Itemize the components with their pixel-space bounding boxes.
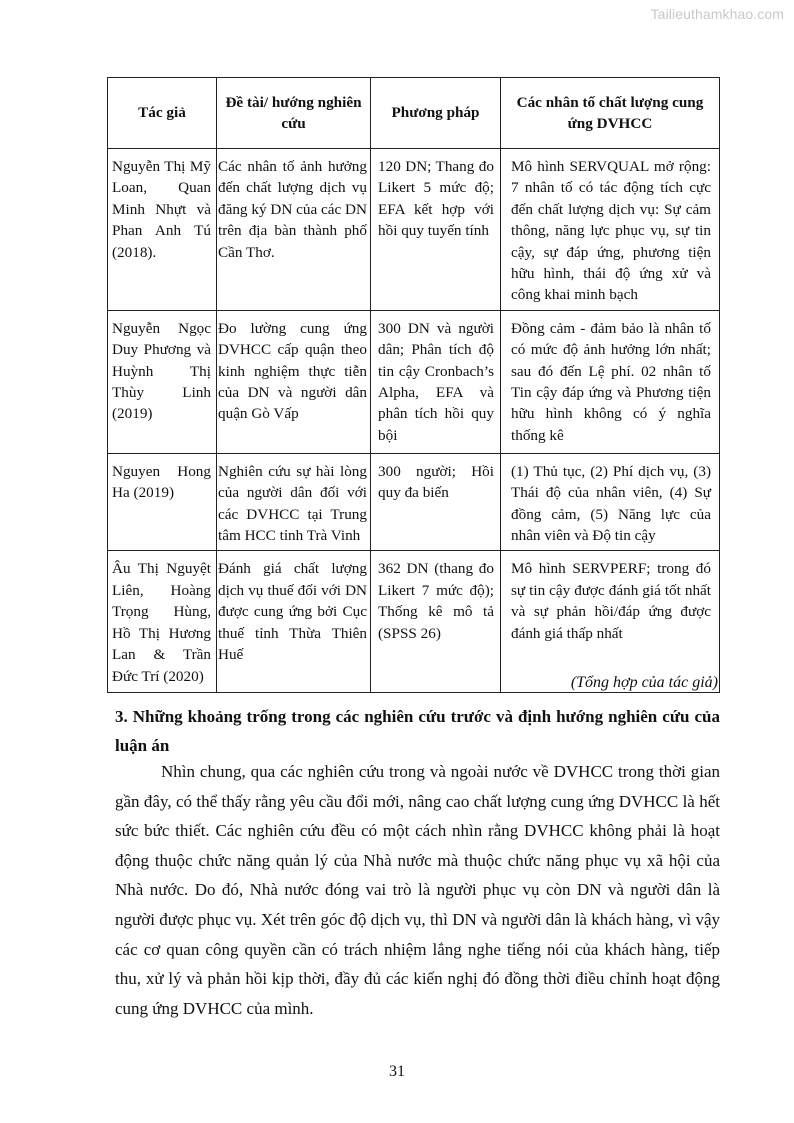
cell-method: 120 DN; Thang đo Likert 5 mức độ; EFA kết hợp với hồi quy tuyến tính: [371, 149, 501, 311]
table-header-row: [108, 78, 720, 149]
cell-topic: Nghiên cứu sự hài lòng của người dân đối với các DVHCC tại Trung tâm HCC tỉnh Trà Vinh: [217, 453, 371, 551]
cell-factors: Đồng cảm - đảm bảo là nhân tố có mức độ ảnh hưởng lớn nhất; sau đó đến Lệ phí. 02 nhân tố Tin cậy đáp ứng và Phương tiện hữu hình không có ý nghĩa thống kê: [501, 310, 720, 453]
header-topic: Đề tài/ hướng nghiên cứu: [217, 78, 371, 149]
cell-factors: (1) Thủ tục, (2) Phí dịch vụ, (3) Thái độ của nhân viên, (4) Sự đồng cảm, (5) Năng lực của nhân viên và Độ tin cậy: [501, 453, 720, 551]
page-number: 31: [389, 1063, 405, 1080]
header-author: Tác giả: [108, 78, 217, 149]
body-paragraph: Nhìn chung, qua các nghiên cứu trong và ngoài nước về DVHCC trong thời gian gần đây, có thể thấy rằng yêu cầu đổi mới, nâng cao chất lượng cung ứng DVHCC là hết sức bức thiết. Các nghiên cứu đều có một cách nhìn rằng DVHCC không phải là hoạt động thuộc chức năng quản lý của Nhà nước mà thuộc chức năng phục vụ xã hội của Nhà nước. Do đó, Nhà nước đóng vai trò là người phục vụ còn DN và người dân là người được phục vụ. Xét trên góc độ dịch vụ, thì DN và người dân là khách hàng, vì vậy các cơ quan công quyền cần có trách nhiệm lắng nghe tiếng nói của khách hàng, tiếp thu, xử lý và phản hồi kịp thời, đầy đủ các kiến nghị đó đồng thời điều chỉnh hoạt động cung ứng DVHCC của mình.: [115, 762, 720, 1018]
table-row: [108, 551, 720, 693]
cell-factors: Mô hình SERVPERF; trong đó sự tin cậy được đánh giá tốt nhất và sự phản hồi/đáp ứng được đánh giá thấp nhất: [501, 551, 720, 693]
watermark: Tailieuthamkhao.com: [650, 6, 784, 22]
cell-author: Nguyễn Thị Mỹ Loan, Quan Minh Nhựt và Phan Anh Tú (2018).: [108, 149, 217, 311]
literature-review-table: [107, 77, 720, 693]
section-heading: 3. Những khoảng trống trong các nghiên cứu trước và định hướng nghiên cứu của luận án: [115, 707, 720, 755]
table-row: [108, 453, 720, 551]
table-source-note: (Tổng hợp của tác giả): [570, 674, 718, 691]
cell-factors: Mô hình SERVQUAL mở rộng: 7 nhân tố có tác động tích cực đến chất lượng dịch vụ: Sự cảm thông, năng lực phục vụ, sự tin cậy, sự đáp ứng, phương tiện hữu hình, thái độ ứng xử và công khai minh bạch: [501, 149, 720, 311]
cell-topic: Đo lường cung ứng DVHCC cấp quận theo kinh nghiệm thực tiễn của DN và người dân quận Gò Vấp: [217, 310, 371, 453]
table-row: [108, 149, 720, 311]
header-factors: Các nhân tố chất lượng cung ứng DVHCC: [501, 78, 720, 149]
cell-method: 300 DN và người dân; Phân tích độ tin cậy Cronbach’s Alpha, EFA và phân tích hồi quy bội: [371, 310, 501, 453]
cell-topic: Các nhân tố ảnh hưởng đến chất lượng dịch vụ đăng ký DN của các DN trên địa bàn thành phố Cần Thơ.: [217, 149, 371, 311]
table-row: [108, 310, 720, 453]
cell-author: Nguyễn Ngọc Duy Phương và Huỳnh Thị Thùy Linh (2019): [108, 310, 217, 453]
cell-method: 362 DN (thang đo Likert 7 mức độ); Thống kê mô tả (SPSS 26): [371, 551, 501, 693]
cell-author: Âu Thị Nguyệt Liên, Hoàng Trọng Hùng, Hồ Thị Hương Lan & Trần Đức Trí (2020): [108, 551, 217, 693]
cell-topic: Đánh giá chất lượng dịch vụ thuế đối với DN được cung ứng bởi Cục thuế tỉnh Thừa Thiên Huế: [217, 551, 371, 693]
header-method: Phương pháp: [371, 78, 501, 149]
cell-method: 300 người; Hồi quy đa biến: [371, 453, 501, 551]
cell-author: Nguyen Hong Ha (2019): [108, 453, 217, 551]
